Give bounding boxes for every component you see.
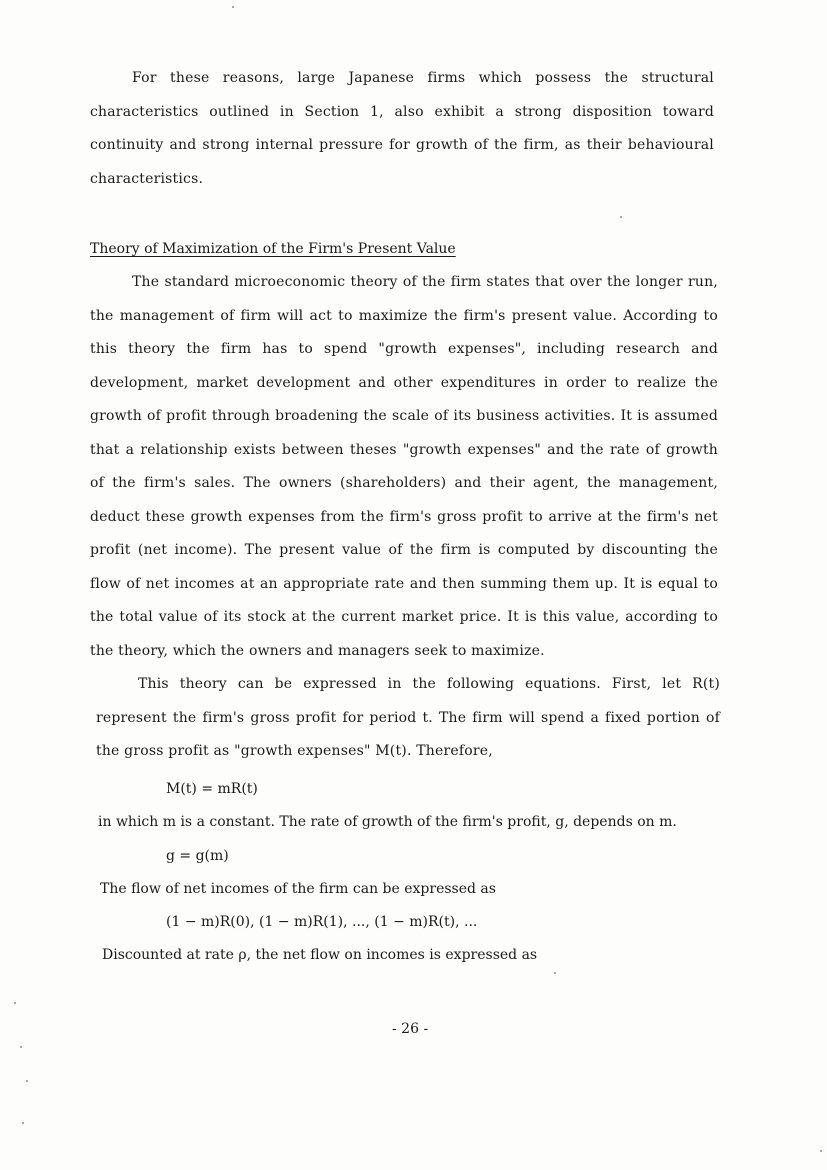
paragraph-equations-intro: This theory can be expressed in the following equations. First, let R(t) represent the firm's gross profit for period t. The firm will spend a fixed portion of the gross profit as "growth expenses" M(t). Therefore, [96, 676, 720, 759]
scan-speck [14, 1002, 16, 1004]
scan-speck [620, 216, 622, 218]
equation-net-income-series: (1 − m)R(0), (1 − m)R(1), ..., (1 − m)R(t), ... [166, 914, 478, 930]
scan-speck [26, 1080, 28, 1082]
paragraph-theory: The standard microeconomic theory of the firm states that over the longer run, the management of firm will act to maximize the firm's present value. According to this theory the firm has to spend "growth expenses", including research and development, market development and other expenditures in order to realize the growth of profit through broadening the scale of its business activities. It is assumed that a relationship exists between theses "growth expenses" and the rate of growth of the firm's sales. The owners (shareholders) and their agent, the management, deduct these growth expenses from the firm's gross profit to arrive at the firm's net profit (net income). The present value of the firm is computed by discounting the flow of net incomes at an appropriate rate and then summing them up. It is equal to the total value of its stock at the current market price. It is this value, according to the theory, which the owners and managers seek to maximize. [90, 274, 718, 659]
paragraph-reasons: For these reasons, large Japanese firms which possess the structural characteristics outlined in Section 1, also exhibit a strong disposition toward continuity and strong internal pressure for growth of the firm, as their behavioural characteristics. [90, 70, 714, 187]
page-number: - 26 - [392, 1021, 429, 1037]
section-heading: Theory of Maximization of the Firm's Present Value [90, 241, 456, 257]
scan-speck [232, 6, 234, 8]
text-constant-m: in which m is a constant. The rate of growth of the firm's profit, g, depends on m. [98, 814, 677, 830]
scan-speck [554, 972, 556, 974]
scan-speck [820, 1150, 822, 1152]
text-net-income-flow: The flow of net incomes of the firm can be expressed as [100, 881, 496, 897]
equation-growth-expenses: M(t) = mR(t) [166, 781, 258, 797]
scan-speck [20, 1046, 22, 1048]
scan-speck [22, 1122, 24, 1124]
equation-growth-rate: g = g(m) [166, 848, 229, 864]
text-discounted-flow: Discounted at rate ρ, the net flow on incomes is expressed as [102, 947, 538, 963]
